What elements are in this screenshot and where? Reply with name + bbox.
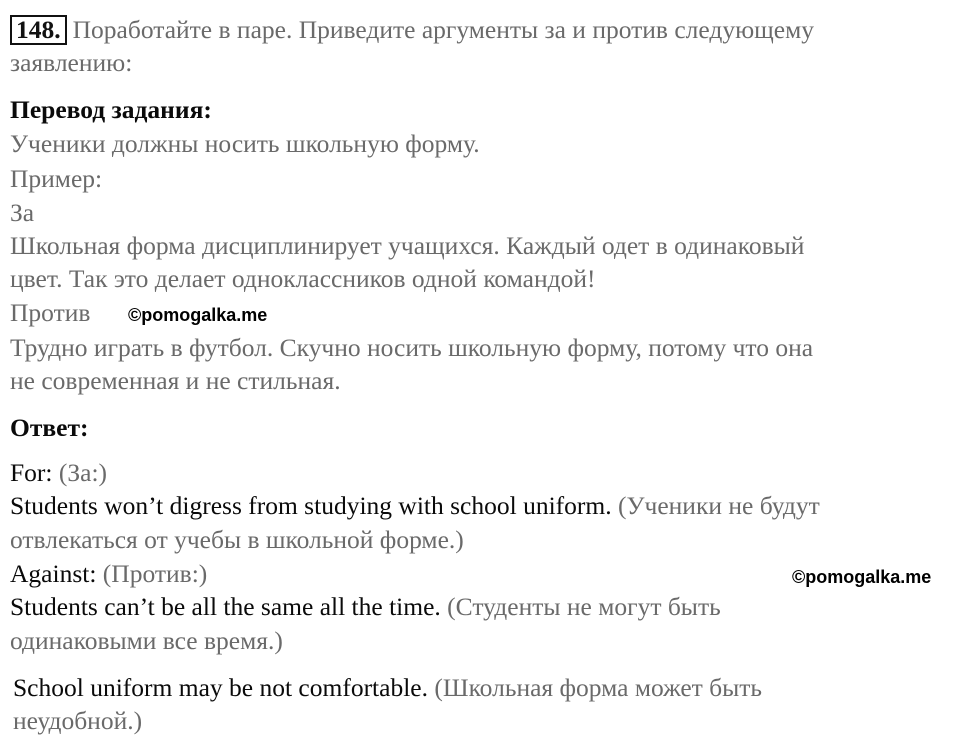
for-text-line1: Школьная форма дисциплинирует учащихся. Каждый одет в одинаковый — [10, 231, 805, 260]
against-label-en: Against: — [10, 559, 97, 588]
answer-against-line — [10, 557, 207, 591]
translation-statement: Ученики должны носить школьную форму. — [10, 129, 480, 158]
task-header-line1 — [10, 13, 814, 47]
answer-heading: Ответ: — [10, 413, 89, 442]
task-header-line2: заявлению: — [10, 48, 133, 77]
for-label-translation: (За:) — [58, 458, 108, 487]
argument-2-line2: одинаковыми все время.) — [10, 626, 283, 655]
translation-heading: Перевод задания: — [10, 95, 212, 124]
for-label-en: For: — [10, 458, 53, 487]
example-label: Пример: — [10, 164, 103, 193]
argument-3-line1 — [13, 671, 762, 705]
argument-2-ru: (Студенты не могут быть — [447, 592, 721, 621]
argument-1-ru: (Ученики не будут — [617, 491, 820, 520]
task-number: 148. — [10, 15, 67, 45]
argument-1-line2: отвлекаться от учебы в школьной форме.) — [10, 525, 464, 554]
argument-2-line1 — [10, 590, 721, 624]
for-text-line2: цвет. Так это делает одноклассников одной командой! — [10, 264, 596, 293]
watermark: ©pomogalka.me — [128, 305, 268, 325]
argument-3-line2: неудобной.) — [13, 706, 143, 735]
against-text-line1: Трудно играть в футбол. Скучно носить школьную форму, потому что она — [10, 333, 814, 362]
for-label-ru: За — [10, 198, 35, 227]
against-text-line2: не современная и не стильная. — [10, 366, 341, 395]
against-label-translation: (Против:) — [102, 559, 208, 588]
answer-for-line — [10, 456, 107, 490]
argument-3-en: School uniform may be not comfortable. — [13, 673, 428, 702]
watermark: ©pomogalka.me — [792, 567, 932, 587]
argument-1-en: Students won’t digress from studying with school uniform. — [10, 491, 612, 520]
argument-1-line1 — [10, 489, 820, 523]
argument-2-en: Students can’t be all the same all the time. — [10, 592, 441, 621]
argument-3-ru: (Школьная форма может быть — [434, 673, 763, 702]
against-label-ru: Против — [10, 298, 91, 327]
task-instruction: Поработайте в паре. Приведите аргументы за и против следующему — [72, 15, 814, 44]
